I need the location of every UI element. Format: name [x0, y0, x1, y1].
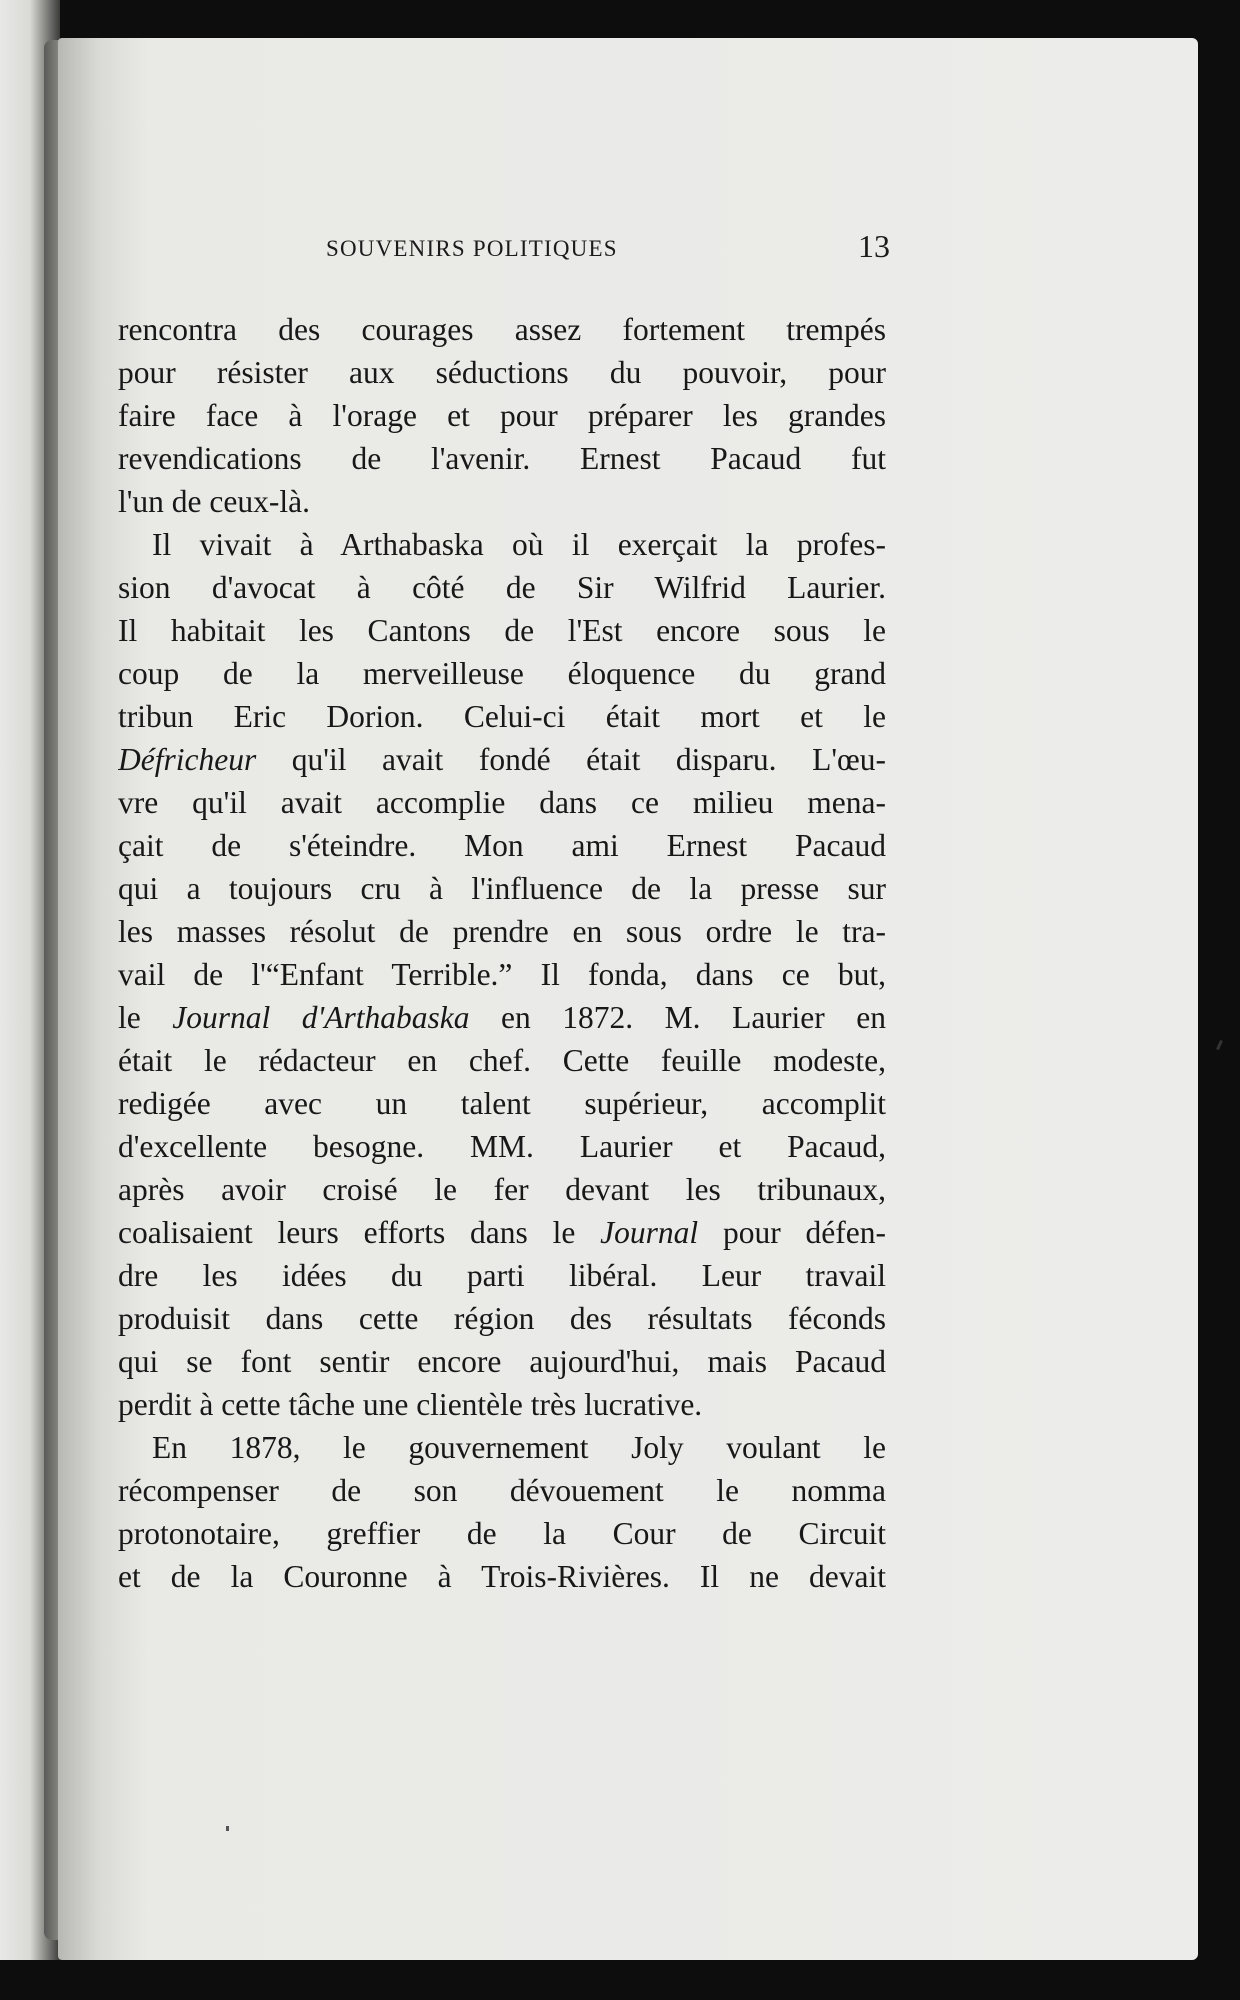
text-line: vail de l'“Enfant Terrible.” Il fonda, dans ce but,	[118, 957, 886, 992]
text-run: en 1872. M. Laurier en	[469, 1000, 886, 1035]
text-line: Il vivait à Arthabaska où il exerçait la profes-	[152, 527, 886, 562]
text-line: perdit à cette tâche une clientèle très lucrative.	[118, 1387, 703, 1422]
text-line: et de la Couronne à Trois-Rivières. Il ne devait	[118, 1559, 886, 1594]
text-line: protonotaire, greffier de la Cour de Circuit	[118, 1516, 886, 1551]
text-line: pour résister aux séductions du pouvoir, pour	[118, 355, 886, 390]
text-run: pour défen-	[698, 1215, 886, 1250]
text-line: qui a toujours cru à l'influence de la presse sur	[118, 871, 886, 906]
text-line: tribun Eric Dorion. Celui-ci était mort et le	[118, 699, 886, 734]
text-line: les masses résolut de prendre en sous ordre le tra-	[118, 914, 886, 949]
text-line: dre les idées du parti libéral. Leur travail	[118, 1258, 886, 1293]
text-line: après avoir croisé le fer devant les tribunaux,	[118, 1172, 886, 1207]
text-line: d'excellente besogne. MM. Laurier et Pacaud,	[118, 1129, 886, 1164]
dust-mark	[1216, 1040, 1223, 1050]
title-defricheur: Défricheur	[118, 742, 257, 777]
title-journal: Journal	[600, 1215, 699, 1250]
title-journal-arthabaska: Journal d'Arthabaska	[172, 1000, 470, 1035]
paragraph-3	[118, 1426, 886, 1598]
dust-mark	[226, 1826, 229, 1831]
text-line	[118, 996, 886, 1039]
text-line: était le rédacteur en chef. Cette feuille modeste,	[118, 1043, 886, 1078]
text-line: faire face à l'orage et pour préparer les grandes	[118, 398, 886, 433]
text-run: qu'il avait fondé était disparu. L'œu-	[256, 742, 886, 777]
text-line: redigée avec un talent supérieur, accomplit	[118, 1086, 886, 1121]
text-line: récompenser de son dévouement le nomma	[118, 1473, 886, 1508]
paragraph-1	[118, 308, 886, 523]
text-line	[118, 738, 886, 781]
text-line: vre qu'il avait accomplie dans ce milieu mena-	[118, 785, 886, 820]
paragraph-2	[118, 523, 886, 1426]
running-title: SOUVENIRS POLITIQUES	[326, 236, 618, 261]
text-line: revendications de l'avenir. Ernest Pacaud fut	[118, 441, 886, 476]
text-line: rencontra des courages assez fortement trempés	[118, 312, 886, 347]
text-line: çait de s'éteindre. Mon ami Ernest Pacaud	[118, 828, 886, 863]
text-line: Il habitait les Cantons de l'Est encore sous le	[118, 613, 886, 648]
page-header	[326, 228, 890, 272]
body-text	[118, 308, 886, 1598]
text-line: l'un de ceux-là.	[118, 484, 310, 519]
text-line: sion d'avocat à côté de Sir Wilfrid Laurier.	[118, 570, 886, 605]
text-line: qui se font sentir encore aujourd'hui, mais Pacaud	[118, 1344, 886, 1379]
text-line	[118, 1211, 886, 1254]
text-run: le	[118, 1000, 173, 1035]
text-line: produisit dans cette région des résultats féconds	[118, 1301, 886, 1336]
page-number: 13	[858, 228, 890, 264]
text-run: coalisaient leurs efforts dans le	[118, 1215, 601, 1250]
text-line: coup de la merveilleuse éloquence du grand	[118, 656, 886, 691]
text-line: En 1878, le gouvernement Joly voulant le	[152, 1430, 886, 1465]
